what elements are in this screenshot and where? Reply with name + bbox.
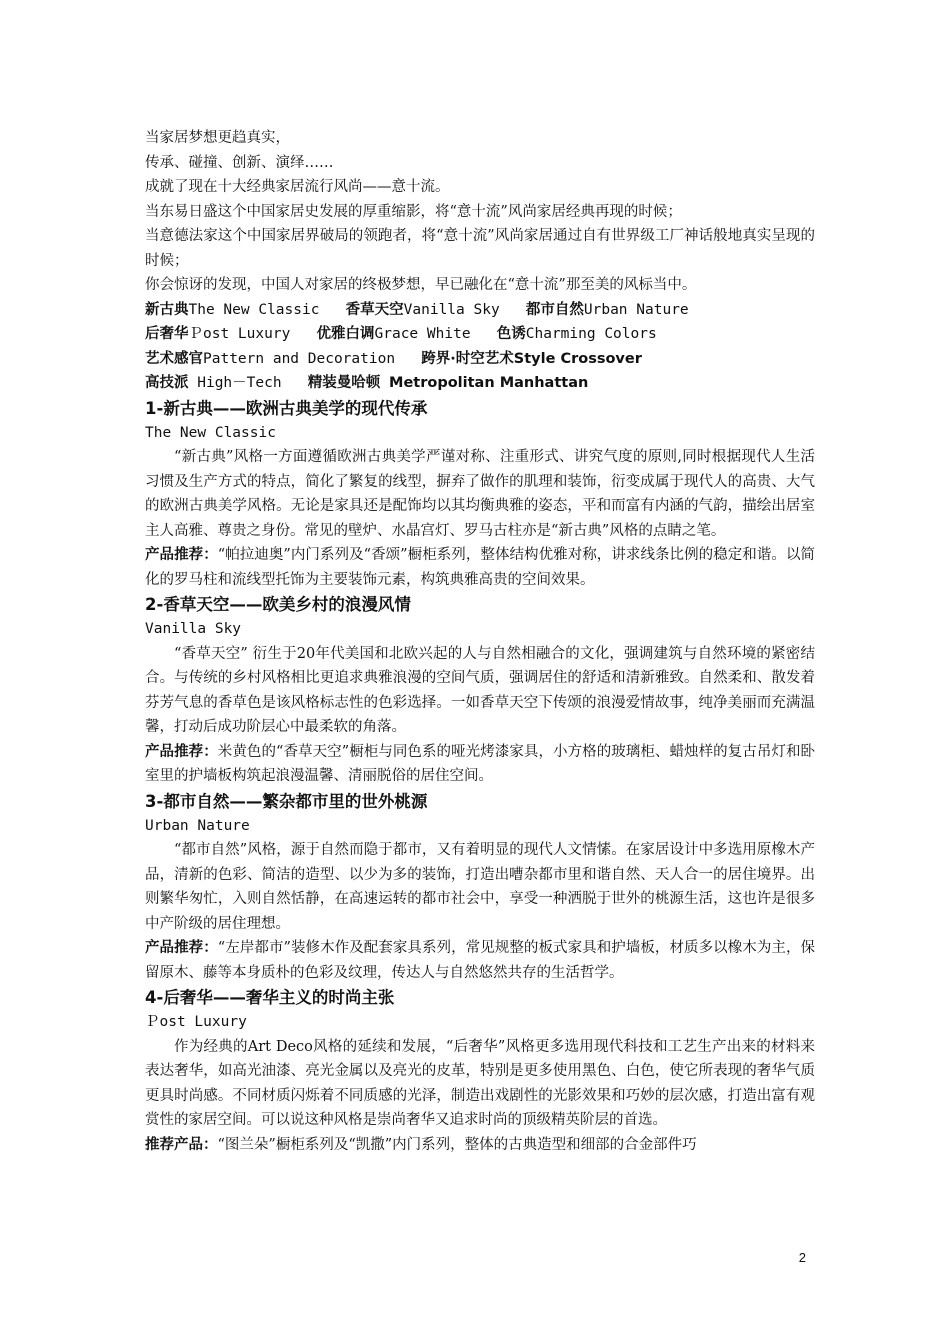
style-en: Charming Colors: [525, 326, 657, 342]
style-en: High－Tech: [197, 375, 282, 391]
style-list-row: [145, 371, 815, 396]
style-list: [145, 298, 815, 396]
style-cn: 香草天空: [345, 301, 404, 318]
section-title: 1-新古典——欧洲古典美学的现代传承: [145, 398, 428, 418]
style-cn: 都市自然: [525, 301, 584, 318]
style-list-row: [145, 322, 815, 347]
section-body: “香草天空” 衍生于20年代美国和北欧兴起的人与自然相融合的文化，强调建筑与自然环境的紧密结合。与传统的乡村风格相比更追求典雅浪漫的空间气质，强调居住的舒适和清新雅致。自然柔和、散发着芬芳气息的香草色是该风格标志性的色彩选择。一如香草天空下传颂的浪漫爱情故事，纯净美丽而充满温馨，打动后成功阶层心中最柔软的角落。: [145, 645, 815, 735]
recommendation-text: “帕拉迪奥”内门系列及“香颂”橱柜系列，整体结构优雅对称，讲求线条比例的稳定和谐。以简化的罗马柱和流线型托饰为主要装饰元素，构筑典雅高贵的空间效果。: [145, 547, 815, 588]
section-title: 3-都市自然——繁杂都市里的世外桃源: [145, 791, 428, 811]
recommendation-label: 产品推荐：: [145, 940, 218, 956]
style-cn: 精装曼哈顿: [307, 375, 381, 391]
style-cn: 跨界·时空艺术: [421, 350, 514, 367]
style-list-row: [145, 298, 815, 323]
style-cn: 高技派: [145, 375, 189, 391]
section-subtitle: Urban Nature: [145, 817, 250, 834]
style-en: Style Crossover: [513, 350, 642, 367]
style-cn: 新古典: [145, 301, 189, 318]
style-en: The New Classic: [188, 301, 320, 318]
style-en: Ｐost Luxury: [188, 326, 291, 342]
style-cn: 色诱: [496, 326, 526, 342]
section-body: 作为经典的Art Deco风格的延续和发展，“后奢华”风格更多选用现代科技和工艺生产出来的材料来表达奢华，如高光油漆、亮光金属以及亮光的皮革，特别是更多使用黑色、白色，使它所表现的奢华气质更具时尚感。不同材质闪烁着不同质感的光泽，制造出戏剧性的光影效果和巧妙的层次感，打造出富有观赏性的家居空间。可以说这种风格是崇尚奢华又追求时尚的顶级精英阶层的首选。: [145, 1038, 815, 1128]
intro-line: 当东易日盛这个中国家居史发展的厚重缩影，将“意十流”风尚家居经典再现的时候；: [145, 203, 682, 220]
product-recommendation: [145, 1133, 815, 1158]
style-en: Urban Nature: [583, 301, 689, 318]
recommendation-label: 推荐产品：: [145, 1136, 218, 1153]
style-list-row: [145, 347, 815, 372]
section-subtitle: Vanilla Sky: [145, 621, 242, 637]
section-title: 4-后奢华——奢华主义的时尚主张: [145, 988, 395, 1007]
section-subtitle: Ｐost Luxury: [145, 1014, 247, 1030]
product-recommendation: [145, 936, 815, 985]
style-cn: 优雅白调: [316, 326, 375, 342]
section-body: “都市自然”风格，源于自然而隐于都市，又有着明显的现代人文情愫。在家居设计中多选用原橡木产品，清新的色彩、简洁的造型、以少为多的装饰，打造出嘈杂都市里和谐自然、天人合一的居住境界。出则繁华匆忙，入则自然恬静，在高速运转的都市社会中，享受一种洒脱于世外的桃源生活，这也许是很多中产阶级的居住理想。: [145, 842, 815, 932]
section-body: “新古典”风格一方面遵循欧洲古典美学严谨对称、注重形式、讲究气度的原则,同时根据现代人生活习惯及生产方式的特点，简化了繁复的线型，摒弃了做作的肌理和装饰，衍变成属于现代人的高贵、大气的欧洲古典美学风格。无论是家具还是配饰均以其均衡典雅的姿态，平和而富有内涵的气韵，描绘出居室主人高雅、尊贵之身份。常见的壁炉、水晶宫灯、罗马古柱亦是“新古典”风格的点睛之笔。: [145, 449, 815, 539]
intro-line: 成就了现在十大经典家居流行风尚——意十流。: [145, 179, 450, 195]
intro: [145, 126, 815, 298]
section-subtitle: The New Classic: [145, 424, 276, 441]
style-en: Metropolitan Manhattan: [389, 375, 589, 391]
product-recommendation: [145, 740, 815, 789]
recommendation-text: “左岸都市”装修木作及配套家具系列，常见规整的板式家具和护墙板，材质多以橡木为主，保留原木、藤等本身质朴的色彩及纹理，传达人与自然悠然共存的生活哲学。: [145, 940, 816, 981]
document-page: [145, 126, 815, 1157]
section: [145, 592, 815, 789]
section: [145, 789, 815, 986]
intro-line: 当家居梦想更趋真实，: [145, 130, 290, 146]
recommendation-text: “图兰朵”橱柜系列及“凯撒”内门系列，整体的古典造型和细部的合金部件巧: [217, 1136, 697, 1153]
section: [145, 396, 815, 593]
style-cn: 艺术感官: [145, 350, 203, 367]
recommendation-label: 产品推荐：: [145, 743, 218, 760]
recommendation-text: 米黄色的“香草天空”橱柜与同色系的哑光烤漆家具，小方格的玻璃柜、蜡烛样的复古吊灯和卧室里的护墙板构筑起浪漫温馨、清丽脱俗的居住空间。: [145, 743, 816, 784]
intro-line: 你会惊讶的发现，中国人对家居的终极梦想，早已融化在“意十流”那至美的风标当中。: [145, 277, 697, 293]
intro-line: 传承、碰撞、创新、演绎……: [145, 154, 334, 171]
page-number: 2: [798, 1250, 806, 1265]
intro-line: 当意德法家这个中国家居界破局的领跑者，将“意十流”风尚家居通过自有世界级工厂神话般地真实呈现的时候；: [145, 228, 815, 269]
product-recommendation: [145, 543, 815, 592]
style-en: Grace White: [374, 326, 471, 342]
style-en: Vanilla Sky: [403, 301, 500, 318]
style-en: Pattern and Decoration: [203, 350, 396, 367]
section: [145, 985, 815, 1157]
recommendation-label: 产品推荐：: [145, 547, 218, 563]
style-cn: 后奢华: [145, 326, 189, 342]
section-title: 2-香草天空——欧美乡村的浪漫风情: [145, 595, 411, 614]
